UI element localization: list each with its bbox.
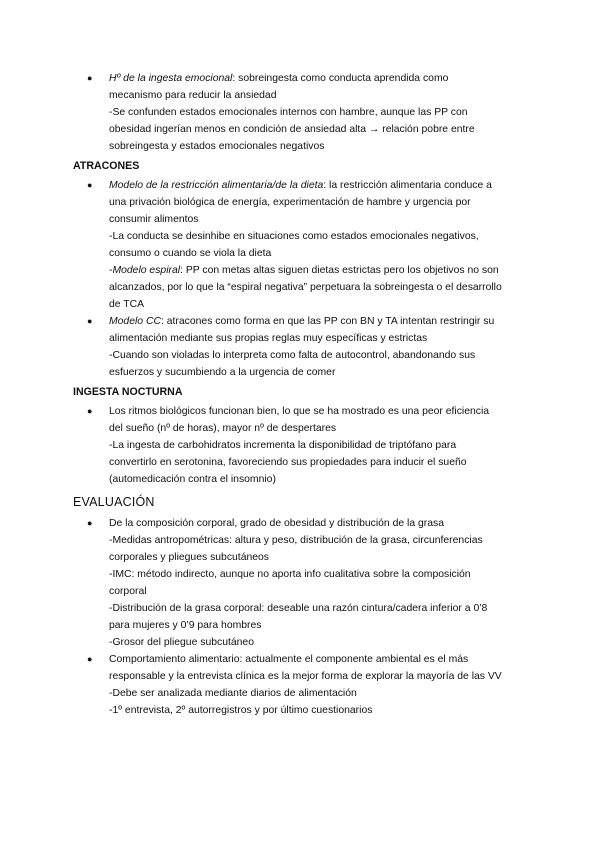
text-segment: corporales y pliegues subcutáneos: [109, 552, 269, 563]
text-segment: del sueño (nº de horas), mayor nº de despertares: [109, 423, 337, 434]
section-heading: EVALUACIÓN: [73, 495, 155, 509]
text-line: [109, 532, 533, 549]
list-item: [73, 70, 533, 155]
text-line: [109, 70, 533, 87]
text-segment: alimentación mediante sus propias reglas muy específicas y estrictas: [109, 333, 428, 344]
text-segment: convertirlo en serotonina, favoreciendo sus propiedades para inducir el sueño: [109, 457, 467, 468]
text-line: [109, 702, 533, 719]
document-body: [73, 70, 533, 719]
text-segment: consumo o cuando se viola la dieta: [109, 248, 272, 259]
text-line: [109, 403, 533, 420]
text-line: [109, 549, 533, 566]
text-segment: -La conducta se desinhibe en situaciones como estados emocionales negativos,: [109, 231, 479, 242]
text-segment: -Distribución de la grasa corporal: deseable una razón cintura/cadera inferior a 0’8: [109, 603, 488, 614]
text-line: [109, 600, 533, 617]
list-item: [73, 313, 533, 381]
bullet-icon: ●: [87, 180, 93, 190]
text-segment: -: [109, 265, 113, 276]
text-line: [109, 437, 533, 454]
text-segment: -Debe ser analizada mediante diarios de alimentación: [109, 688, 357, 699]
text-line: [109, 420, 533, 437]
bullet-icon: ●: [87, 654, 93, 664]
text-segment: De la composición corporal, grado de obesidad y distribución de la grasa: [109, 518, 445, 529]
text-segment: mecanismo para reducir la ansiedad: [109, 90, 277, 101]
text-segment: -Grosor del pliegue subcutáneo: [109, 637, 254, 648]
list-item: [73, 403, 533, 488]
text-line: [109, 617, 533, 634]
italic-term: Modelo espiral: [112, 265, 181, 276]
bullet-icon: ●: [87, 406, 93, 416]
text-segment: corporal: [109, 586, 147, 597]
text-line: [109, 211, 533, 228]
text-line: [109, 177, 533, 194]
text-segment: -Se confunden estados emocionales internos con hambre, aunque las PP con: [109, 107, 468, 118]
text-line: [109, 245, 533, 262]
section: [73, 70, 533, 155]
italic-term: Modelo de la restricción alimentaria/de la dieta: [109, 180, 324, 191]
text-line: [109, 685, 533, 702]
text-segment: -IMC: método indirecto, aunque no aporta info cualitativa sobre la composición: [109, 569, 471, 580]
text-line: [109, 566, 533, 583]
text-line: [109, 515, 533, 532]
bullet-icon: ●: [87, 73, 93, 83]
bullet-list: [73, 515, 533, 719]
text-segment: alcanzados, por lo que la “espiral negativa” perpetuara la sobreingesta o el desarrollo: [109, 282, 502, 293]
bullet-list: [73, 70, 533, 155]
text-line: [109, 121, 533, 138]
text-segment: -Medidas antropométricas: altura y peso, distribución de la grasa, circunferencias: [109, 535, 483, 546]
text-line: [109, 279, 533, 296]
section: [73, 494, 533, 719]
bullet-list: [73, 177, 533, 381]
text-segment: esfuerzos y sucumbiendo a la urgencia de comer: [109, 367, 336, 378]
text-line: [109, 104, 533, 121]
section: [73, 158, 533, 381]
text-segment: Los ritmos biológicos funcionan bien, lo que se ha mostrado es una peor eficiencia: [109, 406, 490, 417]
text-line: [109, 296, 533, 313]
text-segment: : sobreingesta como conducta aprendida como: [232, 73, 449, 84]
text-segment: -La ingesta de carbohidratos incrementa la disponibilidad de triptófano para: [109, 440, 457, 451]
bullet-list: [73, 403, 533, 488]
text-segment: Comportamiento alimentario: actualmente el componente ambiental es el más: [109, 654, 469, 665]
text-line: [109, 651, 533, 668]
bullet-icon: ●: [87, 518, 93, 528]
text-segment: responsable y la entrevista clínica es la mejor forma de explorar la mayoría de las VV: [109, 671, 502, 682]
text-line: [109, 634, 533, 651]
text-line: [109, 471, 533, 488]
text-segment: -Cuando son violadas lo interpreta como falta de autocontrol, abandonando sus: [109, 350, 476, 361]
italic-term: Hº de la ingesta emocional: [109, 73, 233, 84]
bullet-icon: ●: [87, 316, 93, 326]
section: [73, 384, 533, 488]
text-segment: (automedicación contra el insomnio): [109, 474, 276, 485]
text-line: [109, 347, 533, 364]
text-segment: obesidad ingerían menos en condición de ansiedad alta → relación pobre entre: [109, 124, 475, 135]
text-line: [109, 313, 533, 330]
text-line: [109, 228, 533, 245]
text-line: [109, 668, 533, 685]
section-heading: ATRACONES: [73, 160, 140, 172]
text-segment: una privación biológica de energía, experimentación de hambre y urgencia por: [109, 197, 471, 208]
section-heading: INGESTA NOCTURNA: [73, 386, 183, 398]
text-line: [109, 262, 533, 279]
text-segment: : la restricción alimentaria conduce a: [323, 180, 492, 191]
text-segment: consumir alimentos: [109, 214, 199, 225]
text-line: [109, 583, 533, 600]
text-line: [109, 138, 533, 155]
list-item: [73, 177, 533, 313]
italic-term: Modelo CC: [109, 316, 161, 327]
text-segment: : PP con metas altas siguen dietas estrictas pero los objetivos no son: [180, 265, 499, 276]
text-segment: -1º entrevista, 2º autorregistros y por último cuestionarios: [109, 705, 373, 716]
text-line: [109, 454, 533, 471]
text-line: [109, 330, 533, 347]
text-segment: de TCA: [109, 299, 145, 310]
text-segment: para mujeres y 0’9 para hombres: [109, 620, 262, 631]
list-item: [73, 651, 533, 719]
text-line: [109, 87, 533, 104]
text-line: [109, 194, 533, 211]
text-line: [109, 364, 533, 381]
list-item: [73, 515, 533, 651]
text-segment: sobreingesta y estados emocionales negativos: [109, 141, 325, 152]
text-segment: : atracones como forma en que las PP con BN y TA intentan restringir su: [160, 316, 495, 327]
